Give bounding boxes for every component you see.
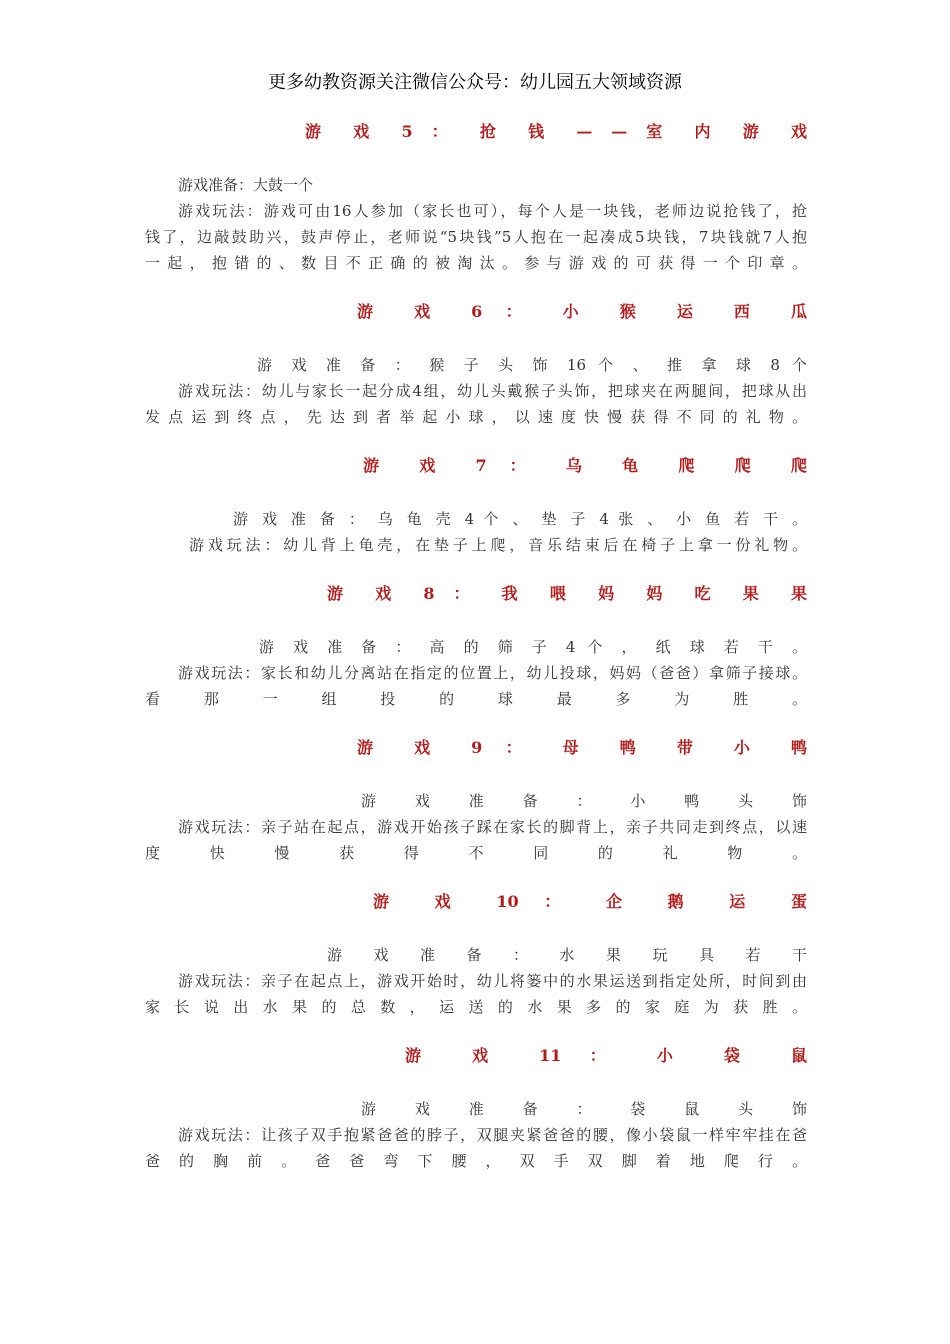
game-prep: 游戏准备：大鼓一个 <box>178 176 314 194</box>
game-play-line: 钱了，边敲鼓助兴，鼓声停止，老师说“5块钱”5人抱在一起凑成5块钱，7块钱就7人抱 <box>145 228 807 246</box>
page-header: 更多幼教资源关注微信公众号：幼儿园五大领域资源 <box>268 72 682 93</box>
game-prep: 游 戏 准 备 ： 高 的 筛 子 4 个 ， 纸 球 若 干 。 <box>259 638 807 656</box>
game-title: 游 戏 10 ： 企 鹅 运 蛋 <box>373 892 807 911</box>
game-section-5 <box>145 118 807 276</box>
game-prep: 游 戏 准 备 ： 乌 龟 壳 4 个 、 垫 子 4 张 、 小 鱼 若 干 。 <box>233 510 807 528</box>
game-title: 游 戏 6 ： 小 猴 运 西 瓜 <box>357 302 807 321</box>
game-play-line: 游戏玩法：幼儿背上龟壳，在垫子上爬，音乐结束后在椅子上拿一份礼物。 <box>189 536 807 554</box>
game-play-line: 游戏玩法：亲子站在起点，游戏开始孩子踩在家长的脚背上，亲子共同走到终点，以速 <box>178 818 807 836</box>
game-prep: 游 戏 准 备 ： 小 鸭 头 饰 <box>361 792 807 810</box>
game-title: 游 戏 9 ： 母 鸭 带 小 鸭 <box>357 738 807 757</box>
game-play-line: 游戏玩法：游戏可由16人参加（家长也可），每个人是一块钱，老师边说抢钱了，抢 <box>178 202 807 220</box>
game-play-line: 爸 的 胸 前 。 爸 爸 弯 下 腰 ， 双 手 双 脚 着 地 爬 行 。 <box>145 1152 807 1170</box>
game-play-line: 度 快 慢 获 得 不 同 的 礼 物 。 <box>145 844 807 862</box>
game-title: 游 戏 11 ： 小 袋 鼠 <box>405 1046 807 1065</box>
game-play-line: 游戏玩法：家长和幼儿分离站在指定的位置上，幼儿投球，妈妈（爸爸）拿筛子接球。 <box>178 664 807 682</box>
game-section-11 <box>145 1042 807 1174</box>
game-play-line: 家 长 说 出 水 果 的 总 数 ， 运 送 的 水 果 多 的 家 庭 为 获 胜 。 <box>145 998 807 1016</box>
game-section-9 <box>145 734 807 866</box>
game-title: 游 戏 7 ： 乌 龟 爬 爬 爬 <box>363 456 807 475</box>
game-play-line: 游戏玩法：让孩子双手抱紧爸爸的脖子，双腿夹紧爸爸的腰，像小袋鼠一样牢牢挂在爸 <box>178 1126 807 1144</box>
game-play-line: 游戏玩法：幼儿与家长一起分成4组，幼儿头戴猴子头饰，把球夹在两腿间，把球从出 <box>178 382 807 400</box>
game-title: 游 戏 8 ： 我 喂 妈 妈 吃 果 果 <box>327 584 807 603</box>
game-play-line: 游戏玩法：亲子在起点上，游戏开始时，幼儿将篓中的水果运送到指定处所，时间到由 <box>178 972 807 990</box>
game-title: 游 戏 5 ： 抢 钱 — — 室 内 游 戏 <box>305 122 807 141</box>
game-prep: 游 戏 准 备 ： 猴 子 头 饰 16 个 、 推 拿 球 8 个 <box>257 356 807 374</box>
game-prep: 游 戏 准 备 ： 水 果 玩 具 若 干 <box>327 946 807 964</box>
game-prep: 游 戏 准 备 ： 袋 鼠 头 饰 <box>361 1100 807 1118</box>
game-section-6 <box>145 298 807 430</box>
game-section-10 <box>145 888 807 1020</box>
document-body <box>145 118 807 1174</box>
game-play-line: 看 那 一 组 投 的 球 最 多 为 胜 。 <box>145 690 807 708</box>
game-section-7 <box>145 452 807 558</box>
game-play-line: 一 起 ， 抱 错 的 、 数 目 不 正 确 的 被 淘 汰 。 参 与 游 戏 的 可 获 得 一 个 印 章 。 <box>145 254 807 272</box>
game-section-8 <box>145 580 807 712</box>
game-play-line: 发 点 运 到 终 点 ， 先 达 到 者 举 起 小 球 ， 以 速 度 快 慢 获 得 不 同 的 礼 物 。 <box>145 408 807 426</box>
